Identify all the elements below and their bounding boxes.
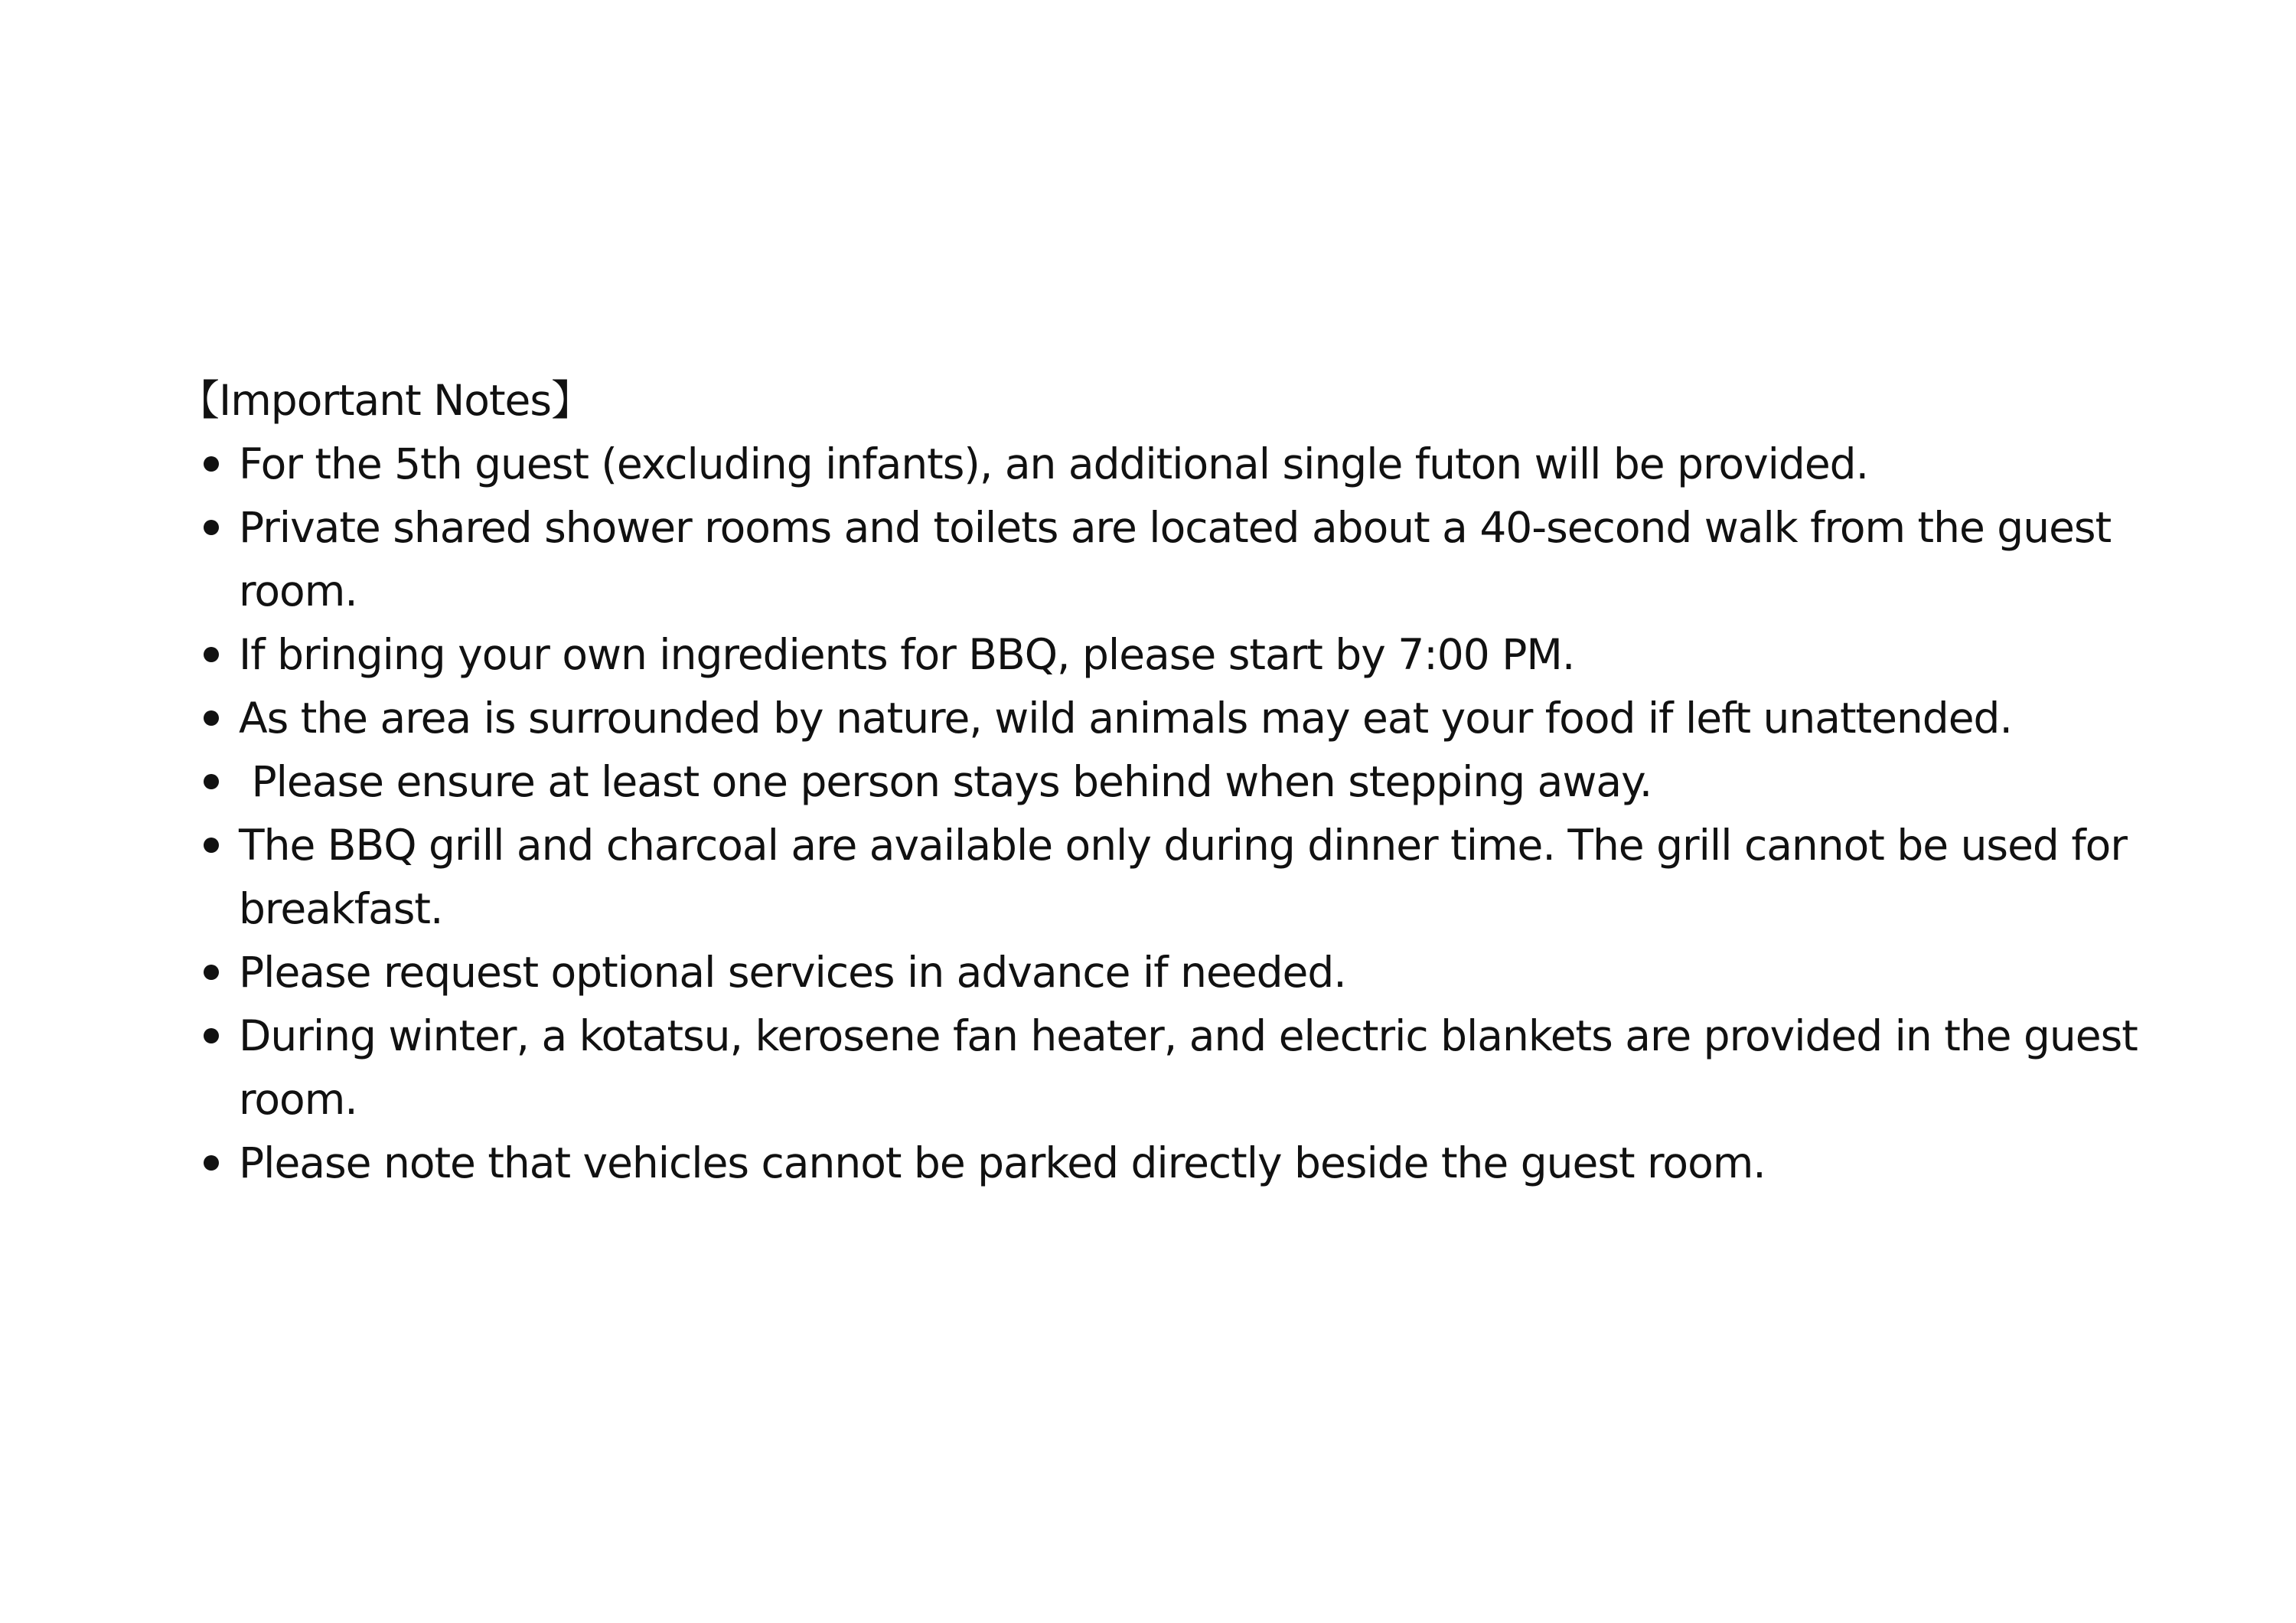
note-text: If bringing your own ingredients for BBQ, please start by 7:00 PM. (239, 630, 1575, 679)
note-text: Please note that vehicles cannot be parked directly beside the guest room. (239, 1138, 1766, 1187)
note-text: The BBQ grill and charcoal are available only during dinner time. The grill cannot be used for breakfast. (239, 821, 2127, 933)
note-item (178, 814, 2198, 941)
note-item (178, 1004, 2198, 1132)
note-item (178, 941, 2198, 1004)
bullet-icon (204, 838, 219, 853)
notes-title: 【Important Notes】 (178, 376, 592, 425)
bullet-icon (204, 647, 219, 662)
bullet-icon (204, 520, 219, 535)
bullet-icon (204, 1155, 219, 1171)
note-item (178, 433, 2198, 496)
note-text: As the area is surrounded by nature, wild animals may eat your food if left unattended. (239, 694, 2012, 743)
note-text: For the 5th guest (excluding infants), an additional single futon will be provided. (239, 439, 1869, 488)
note-text: Please ensure at least one person stays behind when stepping away. (239, 757, 1652, 806)
note-item (178, 623, 2198, 687)
note-item (178, 496, 2198, 623)
note-text: Private shared shower rooms and toilets are located about a 40-second walk from the guest room. (239, 503, 2112, 616)
bullet-icon (204, 774, 219, 789)
note-item (178, 750, 2198, 814)
important-notes (178, 369, 2198, 1195)
note-text: Please request optional services in advance if needed. (239, 948, 1346, 997)
note-item (178, 1132, 2198, 1195)
bullet-icon (204, 965, 219, 980)
bullet-icon (204, 456, 219, 472)
bullet-icon (204, 1028, 219, 1043)
note-item (178, 687, 2198, 750)
note-text: During winter, a kotatsu, kerosene fan heater, and electric blankets are provided in the guest room. (239, 1011, 2138, 1124)
bullet-icon (204, 710, 219, 726)
notes-list (178, 433, 2198, 1195)
